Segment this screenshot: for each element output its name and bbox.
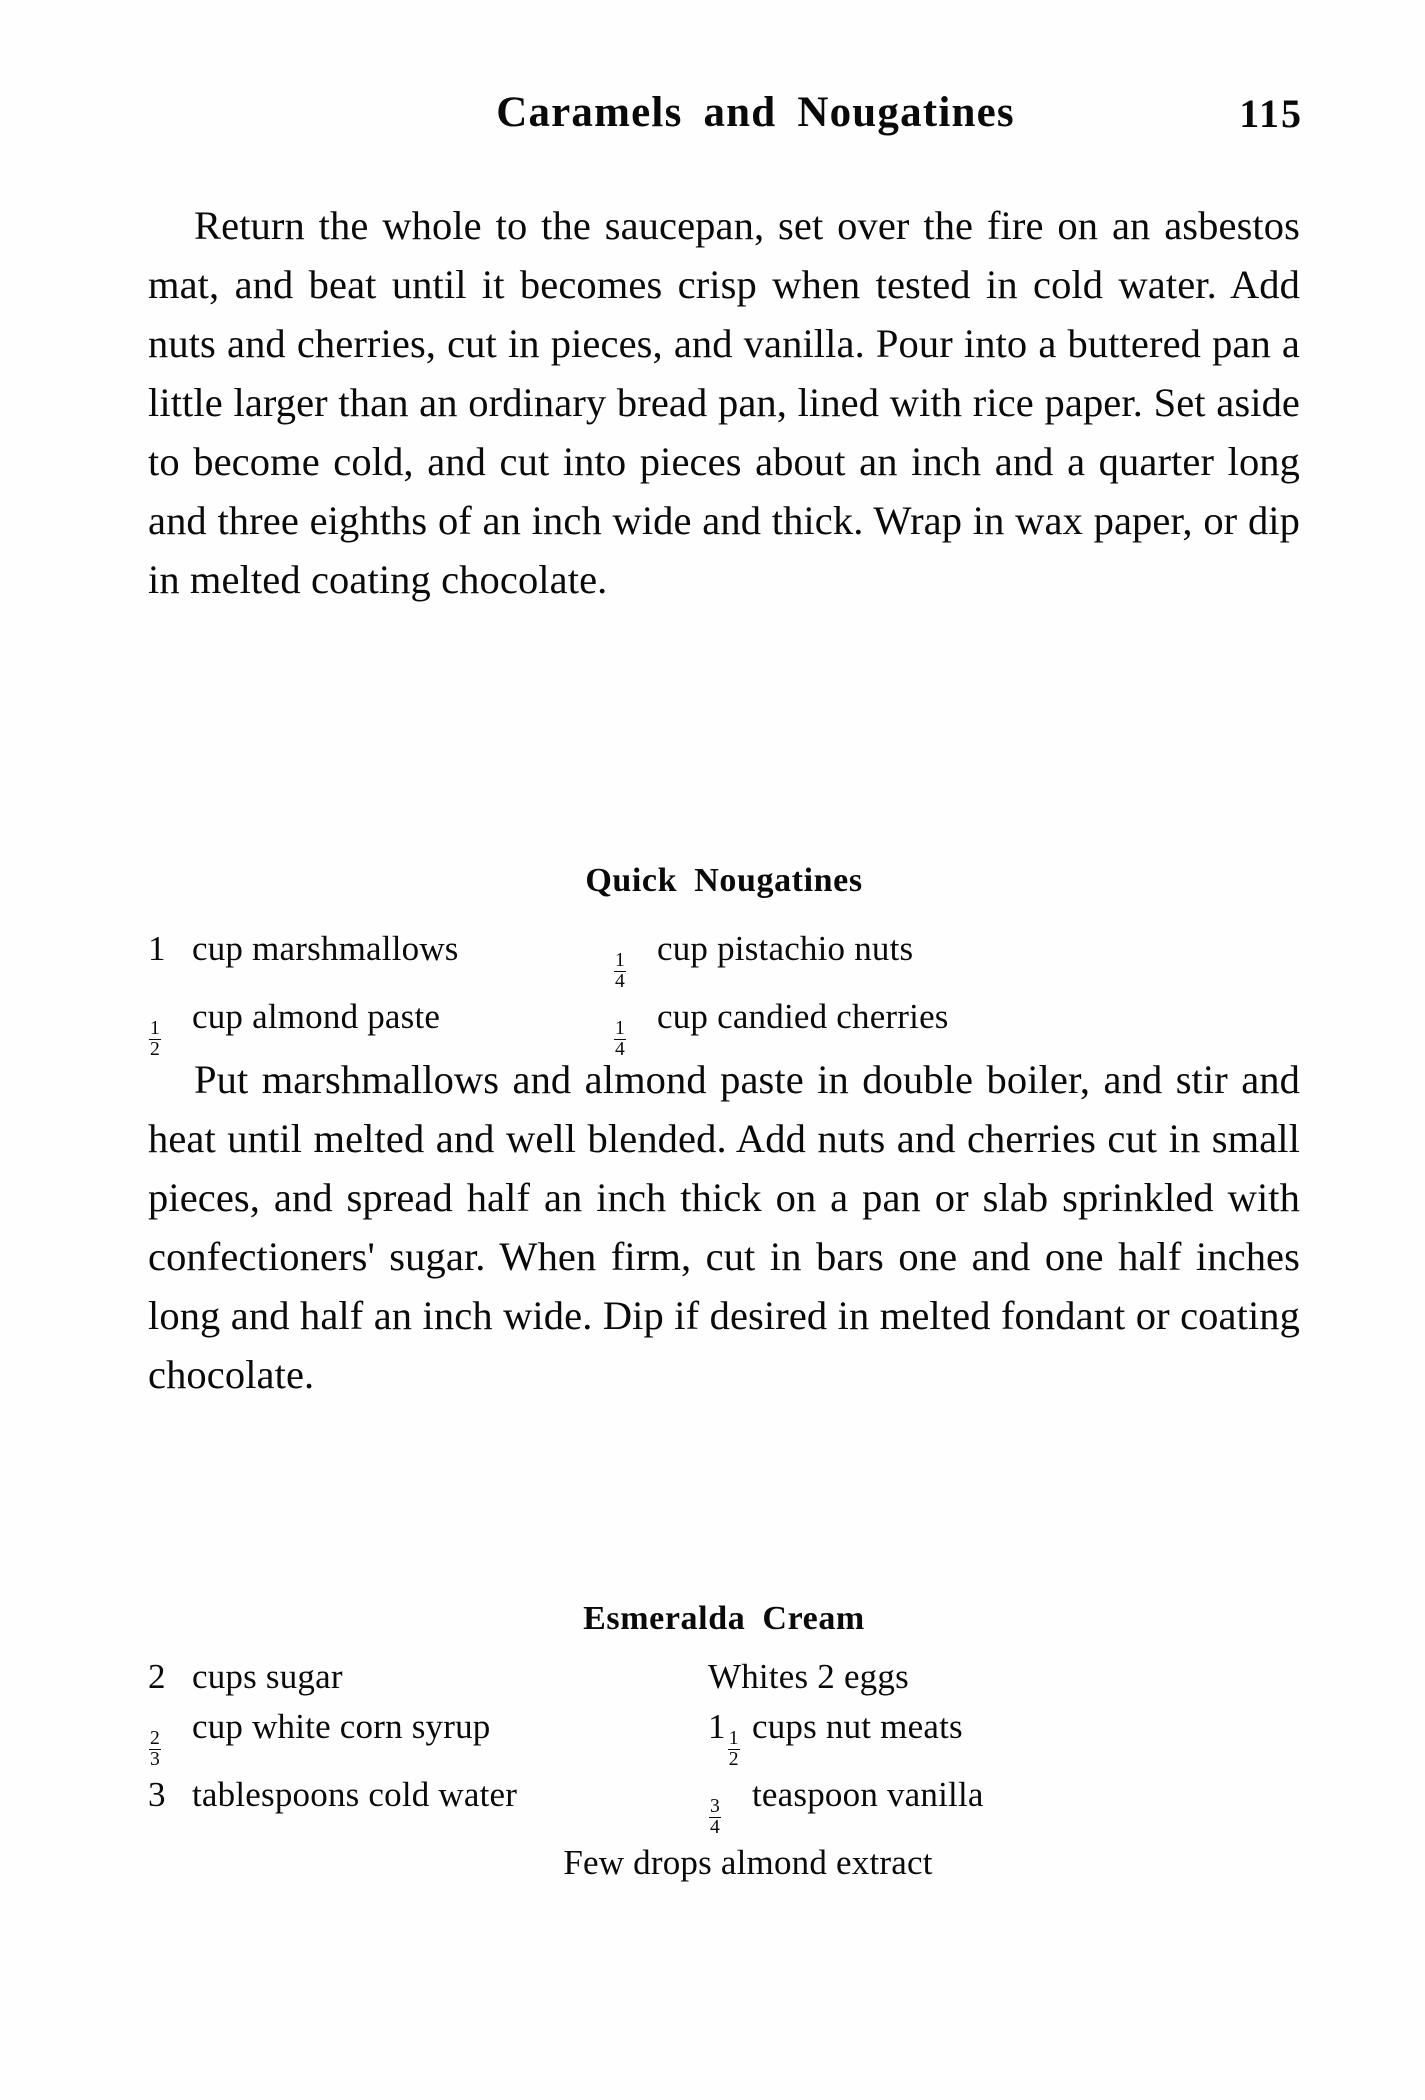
fraction-numerator: 1 [728, 1727, 739, 1749]
ingredient-item [148, 1770, 708, 1820]
ingredient-quantity [148, 1702, 182, 1770]
ingredient-list-quick-nougatines [148, 924, 1308, 1060]
fraction-numerator: 3 [710, 1795, 720, 1817]
fraction-denominator: 2 [150, 1038, 160, 1060]
ingredient-item [708, 1770, 1268, 1838]
ingredient-item [613, 924, 1213, 992]
ingredient-name: Whites 2 eggs [708, 1657, 909, 1696]
page-number: 115 [1239, 91, 1303, 136]
fraction-glyph [709, 1797, 721, 1838]
intro-paragraph-block [148, 196, 1300, 609]
fraction-glyph [614, 951, 626, 992]
ingredient-item [148, 924, 613, 974]
fraction-numerator: 1 [615, 949, 625, 971]
fraction-denominator: 4 [615, 1038, 625, 1060]
recipe-heading-quick-nougatines: Quick Nougatines [585, 862, 863, 899]
ingredient-name: cup pistachio nuts [657, 929, 914, 968]
ingredient-quantity [708, 1770, 742, 1838]
fraction-numerator: 1 [615, 1017, 625, 1039]
ingredient-name: cup white corn syrup [192, 1707, 491, 1746]
ingredient-item [148, 1702, 708, 1770]
paragraph-intro: Return the whole to the saucepan, set over the fire on an asbestos mat, and beat until it becomes crisp when tested in cold water. Add nuts and cherries, cut in pieces, and vanilla. Pour into a buttered pan a little larger than an ordinary bread pan, lined with rice paper. Set aside to become cold, and cut into pieces about an inch and a quarter long and three eighths of an inch wide and thick. Wrap in wax paper, or dip in melted coating chocolate. [148, 203, 1300, 602]
ingredient-row [148, 1702, 1308, 1770]
ingredient-item [708, 1702, 1268, 1770]
ingredient-name: cup almond paste [192, 996, 441, 1036]
ingredient-row [148, 1652, 1308, 1702]
paragraph-quick-nougatines-method: Put marshmallows and almond paste in double boiler, and stir and heat until melted and well blended. Add nuts and cherries cut in small pieces, and spread half an inch thick on a pan or slab sprinkled with confectioners' sugar. When firm, cut in bars one and one half inches long and half an inch wide. Dip if desired in melted fondant or coating chocolate. [148, 1057, 1300, 1397]
ingredient-quantity [708, 1702, 742, 1770]
ingredient-row [148, 1770, 1308, 1838]
ingredient-name: cup candied cherries [657, 996, 949, 1036]
ingredient-item [148, 1652, 708, 1702]
ingredient-list-esmeralda-cream [148, 1652, 1308, 1888]
ingredient-item [708, 1652, 1268, 1702]
mixed-number-integer: 1 [708, 1707, 726, 1746]
ingredient-quantity [613, 924, 647, 992]
fraction-denominator: 4 [710, 1816, 720, 1838]
method-paragraph-block [148, 1050, 1300, 1404]
running-head-title: Caramels and Nougatines [496, 89, 1015, 136]
ingredient-name: cup marshmallows [192, 929, 459, 968]
fraction-numerator: 2 [150, 1727, 160, 1749]
fraction-denominator: 3 [150, 1748, 160, 1770]
running-head [148, 88, 1303, 144]
ingredient-quantity: 1 [148, 929, 166, 968]
fraction-numerator: 1 [150, 1017, 160, 1039]
fraction-glyph [149, 1729, 161, 1770]
fraction-denominator: 2 [728, 1748, 739, 1770]
ingredient-row [148, 924, 1308, 992]
fraction-glyph [728, 1729, 740, 1770]
ingredient-name: teaspoon vanilla [752, 1774, 984, 1814]
fraction-denominator: 4 [615, 970, 625, 992]
ingredient-quantity: 3 [148, 1774, 166, 1814]
ingredient-quantity: 2 [148, 1657, 166, 1696]
ingredient-name: cups sugar [192, 1657, 343, 1696]
ingredient-footer-line: Few drops almond extract [563, 1842, 933, 1882]
recipe-heading-esmeralda-cream: Esmeralda Cream [583, 1600, 865, 1637]
ingredient-name: tablespoons cold water [192, 1774, 518, 1814]
ingredient-name: cups nut meats [752, 1707, 963, 1746]
